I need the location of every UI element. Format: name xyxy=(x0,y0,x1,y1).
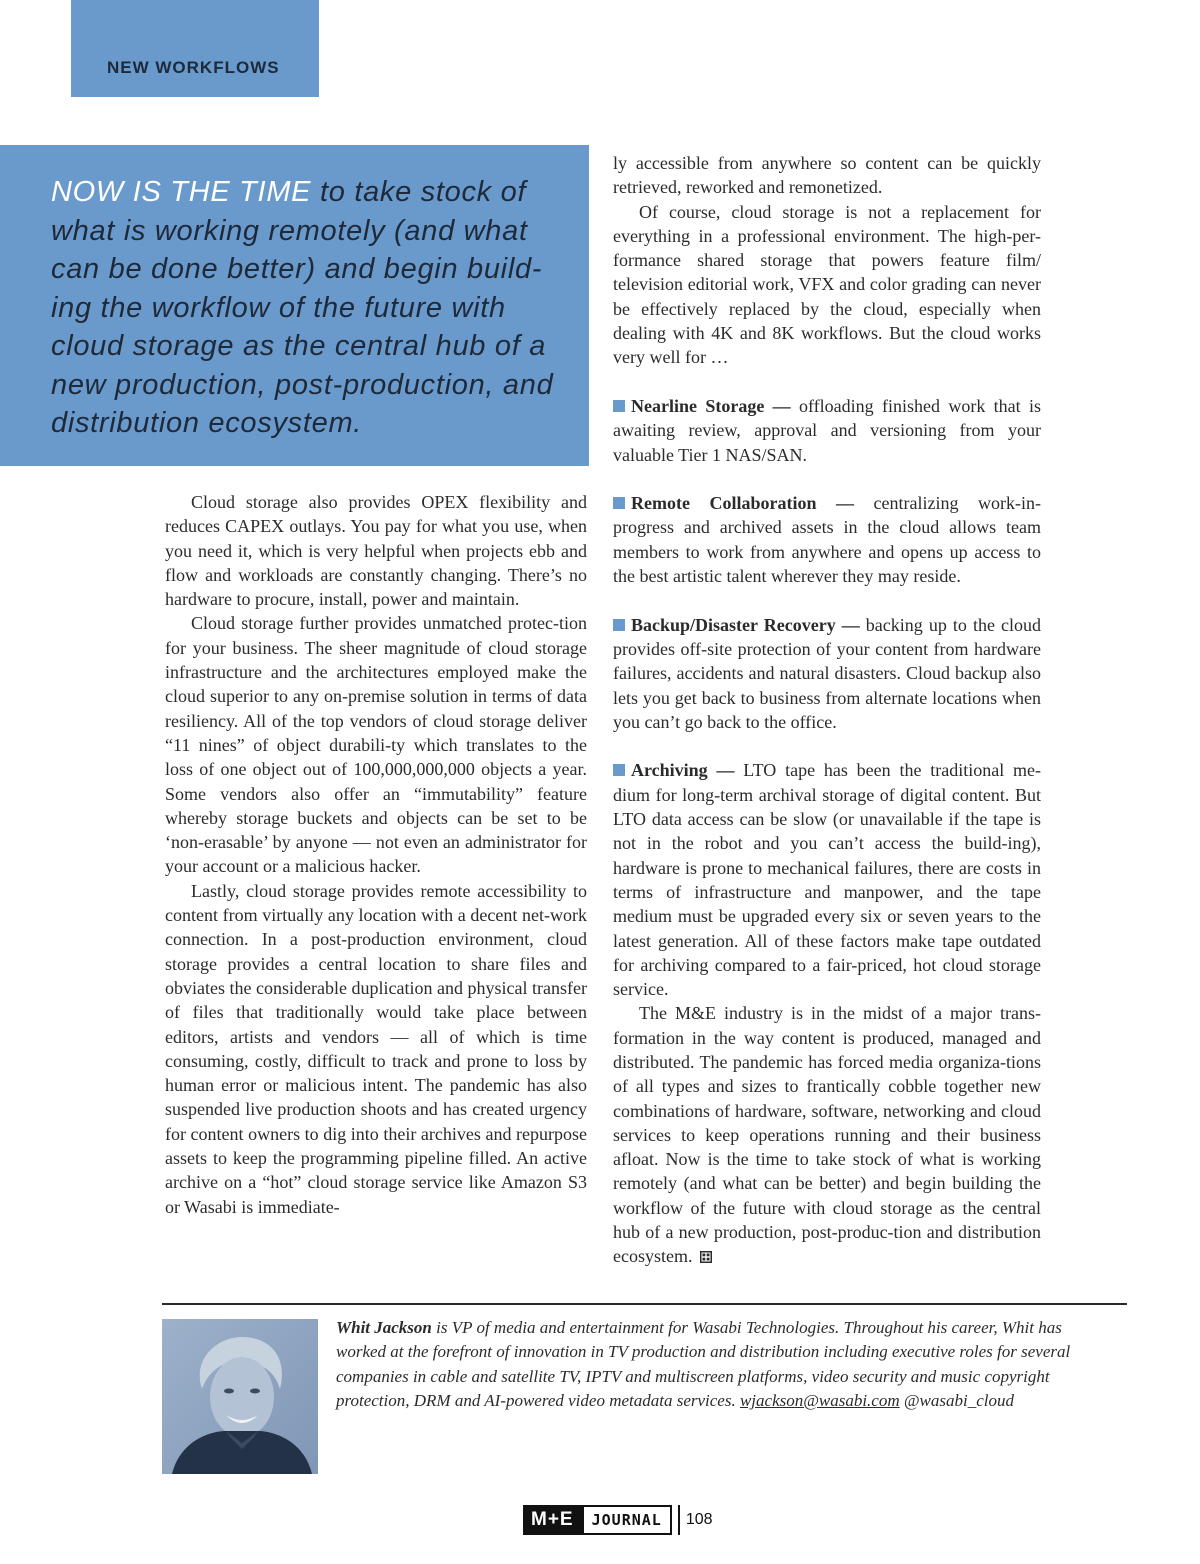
pull-quote xyxy=(0,145,589,466)
author-email-link[interactable]: wjackson@wasabi.com xyxy=(739,1390,900,1410)
section-tab xyxy=(71,0,319,97)
me-logo: M+E xyxy=(523,1505,582,1535)
page-footer xyxy=(523,1505,713,1535)
left-column xyxy=(165,490,587,1219)
bullet-item xyxy=(613,758,1041,1001)
author-name: Whit Jackson xyxy=(336,1318,432,1337)
bullet-item xyxy=(613,613,1041,734)
author-bio xyxy=(336,1316,1116,1413)
journal-logo: JOURNAL xyxy=(582,1505,672,1535)
bullet-text: centralizing work-in-progress and archived assets in the cloud allows team members to work from anywhere and opens up access to the best artistic talent wherever they may reside. xyxy=(613,493,1041,587)
body-paragraph-continued: ly accessible from anywhere so content can be quickly retrieved, reworked and remonetized. xyxy=(613,153,1041,198)
end-of-article-icon xyxy=(700,1251,712,1263)
body-paragraph: Cloud storage further provides unmatched protec-tion for your business. The sheer magnitude of cloud storage infrastructure and the architectures employed make the cloud superior to any on-premise solution in terms of data resiliency. All of the top vendors of cloud storage deliver “11 nines” of object durabili-ty which translates to the loss of one object out of 100,000,000,000 objects a year. Some vendors also offer an “immutability” feature whereby storage buckets and objects can be set to be ‘non-erasable’ by anyone — not even an administrator for your account or a malicious hacker. xyxy=(165,613,587,877)
bullet-term: Archiving — xyxy=(631,760,735,781)
bullet-term: Remote Collaboration — xyxy=(631,493,855,514)
footer-divider xyxy=(678,1505,680,1535)
pull-quote-lead: NOW IS THE TIME xyxy=(51,176,312,208)
square-bullet-icon xyxy=(613,497,625,509)
pull-quote-text xyxy=(51,173,559,443)
bio-divider xyxy=(162,1303,1127,1305)
closing-paragraph xyxy=(613,1001,1041,1268)
author-handle: @wasabi_cloud xyxy=(899,1390,1014,1410)
body-paragraph: Cloud storage also provides OPEX flexibility and reduces CAPEX outlays. You pay for what you use, when you need it, which is very helpful when projects ebb and flow and workloads are constantly changing. There’s no hardware to procure, install, power and maintain. xyxy=(165,492,587,610)
bullet-item xyxy=(613,394,1041,467)
square-bullet-icon xyxy=(613,619,625,631)
bullet-term: Nearline Storage — xyxy=(631,395,791,416)
right-column xyxy=(613,151,1041,1269)
bullet-item xyxy=(613,491,1041,588)
body-paragraph: Lastly, cloud storage provides remote accessibility to content from virtually any location with a decent net-work connection. In a post-production environment, cloud storage provides a central location to share files and obviates the considerable duplication and physical transfer of files that traditionally would take place between editors, artists and vendors — all of which is time consuming, costly, difficult to track and prone to loss by human error or malicious intent. The pandemic has also suspended live production shoots and has created urgency for content owners to dig into their archives and repurpose assets to keep the programming pipeline filled. An active archive on a “hot” cloud storage service like Amazon S3 or Wasabi is immediate- xyxy=(165,880,587,1217)
bullet-text: LTO tape has been the traditional me-dium for long-term archival storage of digital content. But LTO data access can be slow (or unavailable if the tape is not in the robot and you can’t access the build-ing), hardware is prone to mechanical failures, there are costs in terms of infrastructure and manpower, and the tape medium must be upgraded every six or seven years to the latest generation. All of these factors make tape outdated for archiving compared to a fair-priced, hot cloud storage service. xyxy=(613,760,1041,1000)
bullet-text: backing up to the cloud provides off-site protection of your content from hardware failures, accidents and natural disasters. Cloud backup also lets you get back to business from alternate locations when you can’t go back to the office. xyxy=(613,614,1041,732)
body-paragraph: Of course, cloud storage is not a replacement for everything in a professional environment. The high-per-formance shared storage that powers feature film/ television editorial work, VFX and color grading can never be effectively replaced by the cloud, especially when dealing with 4K and 8K workflows. But the cloud works very well for … xyxy=(613,201,1041,368)
bullet-term: Backup/Disaster Recovery — xyxy=(631,614,860,635)
closing-text: The M&E industry is in the midst of a major trans-formation in the way content is produced, managed and distributed. The pandemic has forced media organiza-tions of all types and sizes to frantically cobble together new combinations of hardware, software, networking and cloud services to keep operations running and their business afloat. Now is the time to take stock of what is working remotely (and what can be better) and begin building the workflow of the future with cloud storage as the central hub of a new production, post-produc-tion and distribution ecosystem. xyxy=(613,1003,1041,1267)
section-label: NEW WORKFLOWS xyxy=(107,58,280,77)
author-photo xyxy=(162,1319,318,1474)
page-number: 108 xyxy=(685,1511,713,1528)
pull-quote-rest: to take stock of what is working remotely (and what can be done better) and begin build-ing the workflow of the future with cloud storage as the central hub of a new production, post-production, and distribution ecosystem. xyxy=(51,176,554,439)
bio-text: is VP of media and entertainment for Wasabi Technologies. Throughout his career, Whit has worked at the forefront of innovation in TV production and distribution including executive roles for several companies in cable and satellite TV, IPTV and multiscreen platforms, video security and music copyright protection, DRM and AI-powered video metadata services. xyxy=(336,1318,1071,1410)
bullet-text: offloading finished work that is awaiting review, approval and versioning from your valuable Tier 1 NAS/SAN. xyxy=(613,395,1041,465)
square-bullet-icon xyxy=(613,400,625,412)
square-bullet-icon xyxy=(613,764,625,776)
